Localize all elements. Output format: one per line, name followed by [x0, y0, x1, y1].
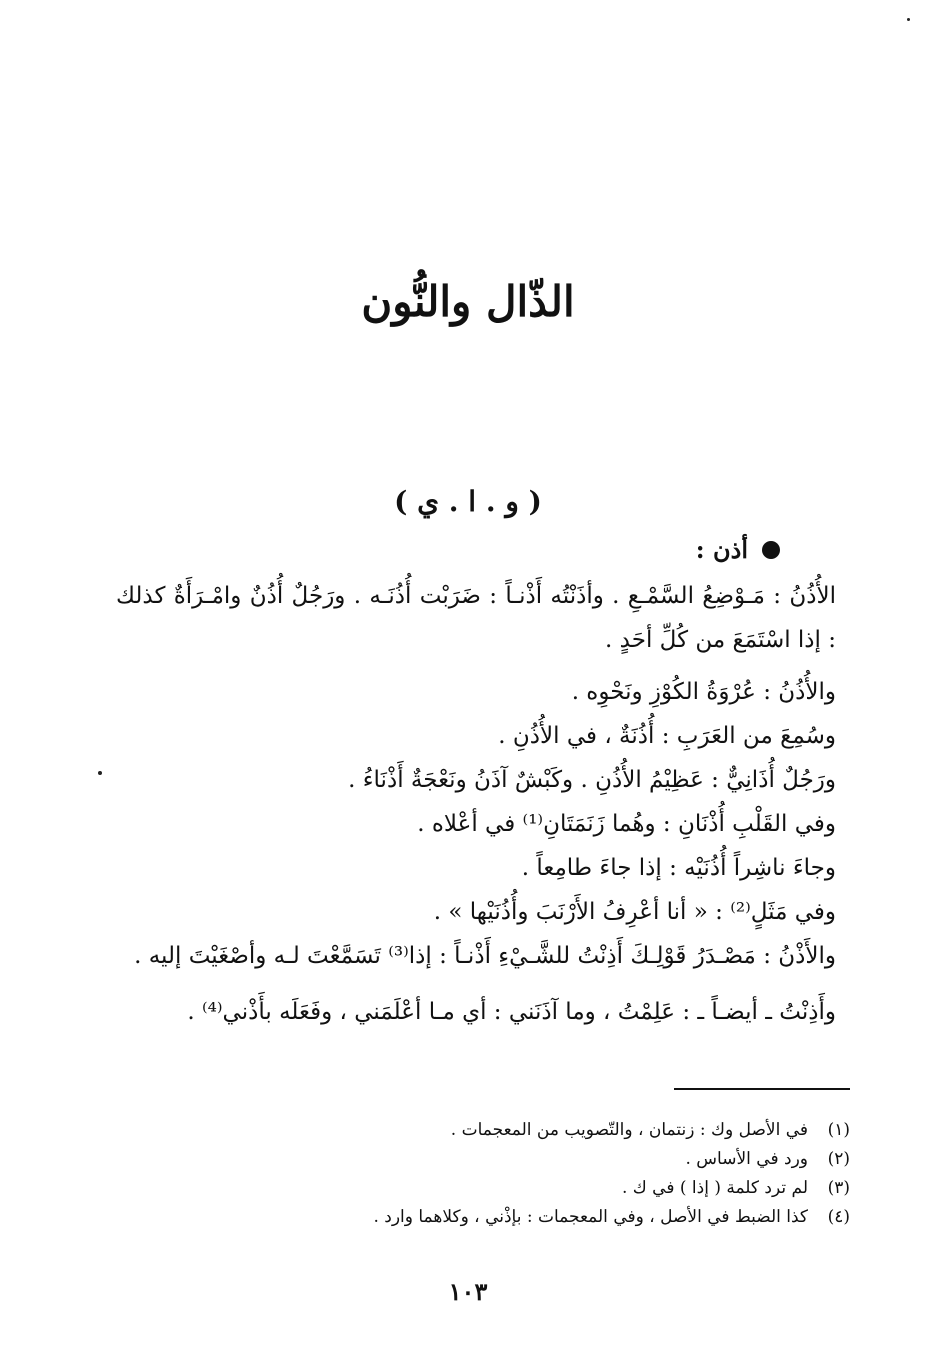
- chapter-title: الذّال والنُّون: [361, 277, 575, 326]
- footnote-item: [250, 1174, 850, 1203]
- footnotes-list: [250, 1116, 850, 1232]
- entry-body: [116, 574, 836, 1034]
- footnote-item: [250, 1116, 850, 1145]
- page-number: ١٠٣: [448, 1277, 488, 1306]
- footnote-text: لم ترد كلمة ( إذا ) في ك .: [621, 1178, 808, 1198]
- paragraph-heart: وفي القَلْبِ أُذْنَانِ : وهُما زَنَمَتَانِ⁽¹⁾ في أعْلاه .: [417, 811, 836, 837]
- paragraph-proverb: وفي مَثَلٍ⁽²⁾ : « أنا أعْرِفُ الأَرْنَبَ وأُذُنَيْها » .: [433, 899, 836, 925]
- paragraph-handle: والأُذُنُ : عُرْوَةُ الكُوْزِ ونَحْوِه .: [571, 679, 836, 705]
- footnote-text: في الأصل وك : زنتمان ، والتّصويب من المعجمات .: [450, 1120, 808, 1140]
- footnote-marker: (٣): [827, 1178, 850, 1198]
- filled-circle-bullet-icon: [762, 541, 780, 559]
- paragraph-big-ears: ورَجُلٌ أُذَانِيٌّ : عَظِيْمُ الأُذُنِ . وكَبْشٌ آذَنُ ونَعْجَةٌ أَذْنَاءُ .: [348, 767, 836, 793]
- page-speck: [907, 18, 910, 21]
- entry-heading: [696, 530, 780, 570]
- page-speck: [98, 771, 102, 775]
- footnote-text: ورد في الأساس .: [685, 1149, 808, 1169]
- footnote-marker: (٤): [827, 1207, 850, 1227]
- footnote-divider: [674, 1088, 850, 1090]
- footnote-item: [250, 1145, 850, 1174]
- paragraph-listening: والأَذْنُ : مَصْـدَرُ قَوْلِـكَ أَذِنْتُ للشَّـيْءِ أَذْنـاً : إذا⁽³⁾ تَسَمَّعْتَ لـه وأصْغَيْتَ إليه .: [134, 943, 836, 969]
- footnote-marker: (١): [827, 1120, 850, 1140]
- paragraph-knowing: وأَذِنْتُ ـ أيضـاً ـ : عَلِمْتُ ، وما آذَنَني : أي مـا أعْلَمَني ، وفَعَلَه بأَذْني⁽⁴⁾ .: [187, 999, 836, 1025]
- entry-headword: أذن :: [695, 535, 748, 564]
- root-heading: ( و . ا . ي ): [394, 485, 542, 518]
- footnote-marker: (٢): [827, 1149, 850, 1169]
- paragraph-heard: وسُمِعَ من العَرَبِ : أُذُنَةٌ ، في الأُذُنِ .: [498, 723, 836, 749]
- footnote-item: [250, 1203, 850, 1232]
- footnote-text: كذا الضبط في الأصل ، وفي المعجمات : بإذْني ، وكلاهما وارد .: [373, 1207, 808, 1227]
- paragraph-definition-ear: الأُذُنُ : مَـوْضِعُ السَّمْـعِ . وأذَنْتُه أَذْنـاً : ضَرَبْت أُذُنَـه . ورَجُلٌ أُذُنٌ وامْـرَأَةٌ كذلك : إذا اسْتَمَعَ من كُلِّ أحَدٍ .: [116, 583, 836, 653]
- paragraph-came: وجاءَ ناشِراً أُذُنَيْه : إذا جاءَ طامِعاً .: [521, 855, 836, 881]
